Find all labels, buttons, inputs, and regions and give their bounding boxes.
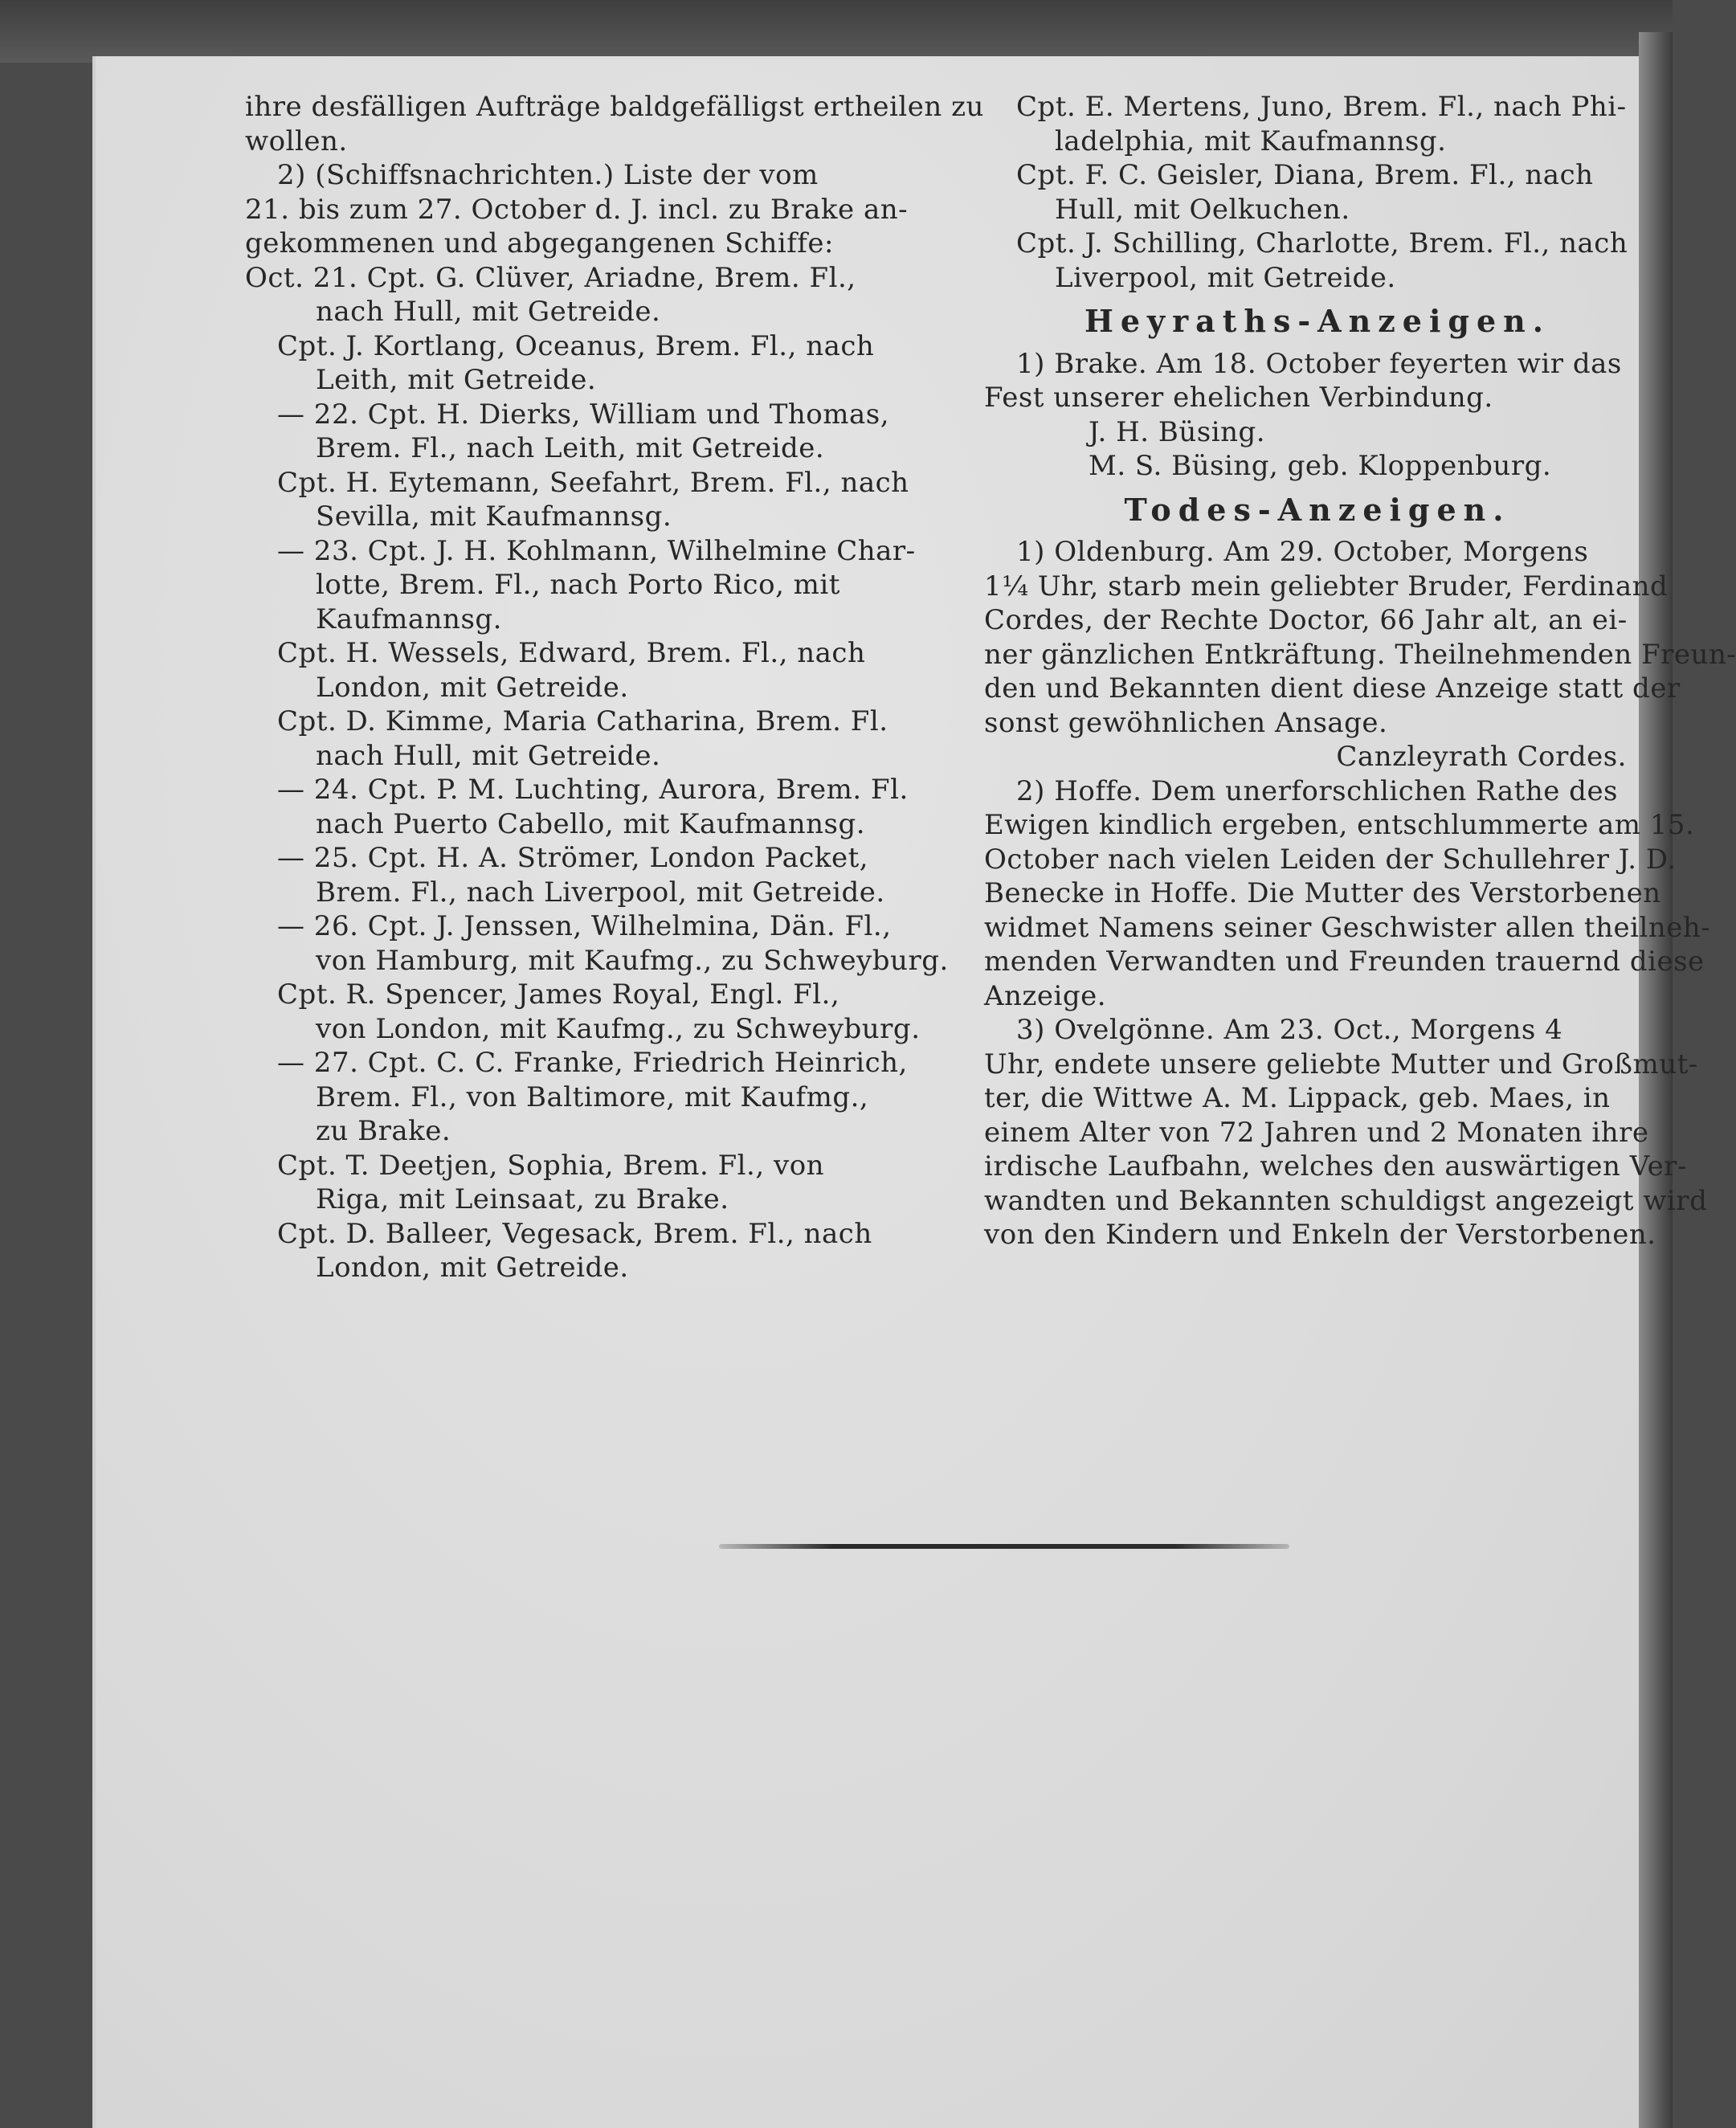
text-line: — 26. Cpt. J. Jenssen, Wilhelmina, Dän. Fl., [277, 910, 892, 942]
text-line: nach Puerto Cabello, mit Kaufmannsg. [316, 807, 866, 840]
text-line: gekommenen und abgegangenen Schiffe: [245, 227, 834, 259]
text-line: von London, mit Kaufmg., zu Schweyburg. [316, 1012, 921, 1045]
text-line: Cpt. R. Spencer, James Royal, Engl. Fl., [277, 978, 840, 1011]
text-line: ner gänzlichen Entkräftung. Theilnehmenden Freun- [984, 638, 1736, 671]
signature-line: J. H. Büsing. [1089, 415, 1266, 448]
text-line: von Hamburg, mit Kaufmg., zu Schweyburg. [316, 944, 949, 977]
text-line: Brem. Fl., nach Leith, mit Getreide. [316, 432, 825, 464]
text-line: Brem. Fl., von Baltimore, mit Kaufmg., [316, 1080, 869, 1113]
section-heading-death: Todes-Anzeigen. [1124, 491, 1511, 528]
text-line: ihre desfälligen Aufträge baldgefälligst ertheilen zu [245, 91, 984, 123]
text-line: irdische Laufbahn, welches den auswärtigen Ver- [984, 1150, 1688, 1182]
text-line: sonst gewöhnlichen Ansage. [984, 706, 1388, 739]
text-line: Fest unserer ehelichen Verbindung. [984, 382, 1493, 414]
text-line: nach Hull, mit Getreide. [316, 296, 661, 328]
text-line: London, mit Getreide. [316, 1252, 629, 1284]
text-line: — 22. Cpt. H. Dierks, William und Thomas, [277, 398, 890, 431]
text-line: Kaufmannsg. [316, 602, 502, 635]
text-line: Leith, mit Getreide. [316, 364, 597, 396]
text-line: Benecke in Hoffe. Die Mutter des Verstorbenen [984, 877, 1661, 909]
signature-line: M. S. Büsing, geb. Kloppenburg. [1089, 450, 1552, 482]
text-line: Anzeige. [984, 979, 1107, 1012]
text-line: ladelphia, mit Kaufmannsg. [1055, 125, 1447, 157]
text-line: Riga, mit Leinsaat, zu Brake. [316, 1183, 729, 1215]
text-line: — 25. Cpt. H. A. Strömer, London Packet, [277, 842, 869, 874]
text-line: 1) Brake. Am 18. October feyerten wir das [1016, 347, 1622, 380]
section-heading-marriage: Heyraths-Anzeigen. [1084, 303, 1551, 339]
text-line: — 23. Cpt. J. H. Kohlmann, Wilhelmine Char- [277, 534, 916, 567]
text-line: 21. bis zum 27. October d. J. incl. zu Brake an- [245, 193, 909, 226]
closing-rule [719, 1544, 1289, 1549]
text-line: ter, die Wittwe A. M. Lippack, geb. Maes, in [984, 1082, 1611, 1114]
text-line: 2) Hoffe. Dem unerforschlichen Rathe des [1016, 774, 1619, 807]
text-line: menden Verwandten und Freunden trauernd diese [984, 946, 1705, 978]
text-line: Cpt. J. Schilling, Charlotte, Brem. Fl., nach [1016, 227, 1628, 259]
text-line: widmet Namens seiner Geschwister allen theilneh- [984, 911, 1711, 944]
text-line: Ewigen kindlich ergeben, entschlummerte am 15. [984, 809, 1695, 841]
left-column [245, 90, 984, 1285]
text-line: Cpt. H. Eytemann, Seefahrt, Brem. Fl., nach [277, 466, 909, 499]
text-line: Cpt. F. C. Geisler, Diana, Brem. Fl., nach [1016, 159, 1594, 191]
text-line: von den Kindern und Enkeln der Verstorbenen. [984, 1219, 1656, 1251]
right-column [984, 90, 1736, 1252]
text-line: Brem. Fl., nach Liverpool, mit Getreide. [316, 876, 885, 909]
text-line: Cpt. J. Kortlang, Oceanus, Brem. Fl., nach [277, 329, 875, 362]
text-line: Cordes, der Rechte Doctor, 66 Jahr alt, an ei- [984, 604, 1628, 636]
text-line: lotte, Brem. Fl., nach Porto Rico, mit [316, 569, 840, 601]
signature-line: Canzleyrath Cordes. [1336, 741, 1627, 773]
text-line: Sevilla, mit Kaufmannsg. [316, 500, 672, 533]
scan-background-top [0, 0, 1673, 63]
text-line: wollen. [245, 125, 348, 157]
text-line: Cpt. E. Mertens, Juno, Brem. Fl., nach Phi- [1016, 91, 1627, 123]
text-line: 1) Oldenburg. Am 29. October, Morgens [1016, 536, 1589, 568]
text-line: Oct. 21. Cpt. G. Clüver, Ariadne, Brem. Fl., [245, 261, 856, 294]
text-line: Cpt. H. Wessels, Edward, Brem. Fl., nach [277, 637, 866, 669]
text-line: Hull, mit Oelkuchen. [1055, 193, 1350, 226]
text-line: 1¼ Uhr, starb mein geliebter Bruder, Ferdinand [984, 570, 1669, 602]
text-line: Cpt. T. Deetjen, Sophia, Brem. Fl., von [277, 1149, 825, 1182]
text-line: nach Hull, mit Getreide. [316, 739, 661, 772]
text-line: Cpt. D. Kimme, Maria Catharina, Brem. Fl. [277, 705, 888, 737]
text-line: — 24. Cpt. P. M. Luchting, Aurora, Brem. Fl. [277, 774, 909, 806]
text-line: Cpt. D. Balleer, Vegesack, Brem. Fl., nach [277, 1217, 872, 1250]
text-line: London, mit Getreide. [316, 671, 629, 704]
text-line: October nach vielen Leiden der Schullehrer J. D. [984, 843, 1677, 876]
text-line: Uhr, endete unsere geliebte Mutter und Großmut- [984, 1048, 1698, 1080]
text-line: 3) Ovelgönne. Am 23. Oct., Morgens 4 [1016, 1014, 1563, 1046]
text-line: wandten und Bekannten schuldigst angezeigt wird [984, 1184, 1708, 1217]
text-line: Liverpool, mit Getreide. [1055, 261, 1396, 294]
text-line: 2) (Schiffsnachrichten.) Liste der vom [277, 159, 819, 191]
text-line: — 27. Cpt. C. C. Franke, Friedrich Heinrich, [277, 1047, 908, 1079]
text-line: zu Brake. [316, 1115, 451, 1147]
text-line: einem Alter von 72 Jahren und 2 Monaten ihre [984, 1116, 1649, 1149]
text-line: den und Bekannten dient diese Anzeige statt der [984, 672, 1681, 705]
